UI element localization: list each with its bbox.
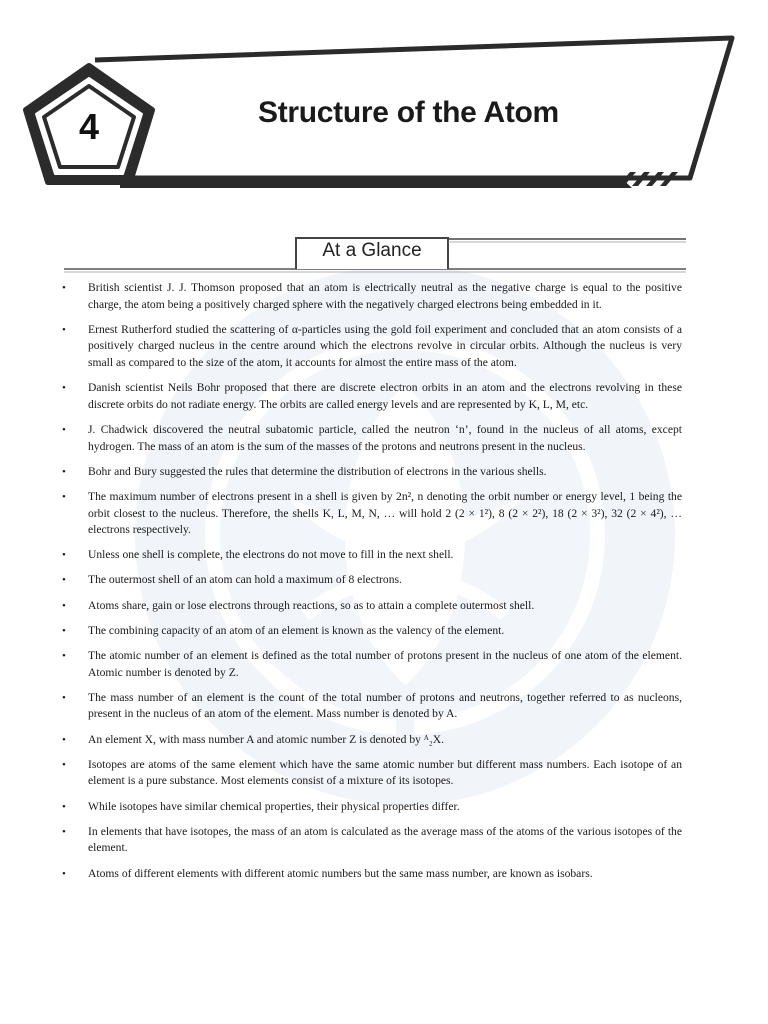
list-item-text: Isotopes are atoms of the same element which have the same atomic number but different mass numbers. Each isotope of an element is a pure substance. Most elements consist of a mixture of its isotopes. <box>88 757 682 788</box>
list-item <box>62 572 682 589</box>
list-item-text: While isotopes have similar chemical properties, their physical properties differ. <box>88 799 460 813</box>
list-item <box>62 380 682 413</box>
bullet-icon: • <box>62 549 66 562</box>
list-item-text: Atoms share, gain or lose electrons through reactions, so as to attain a complete outermost shell. <box>88 598 535 612</box>
bullet-icon: • <box>62 800 66 813</box>
list-item <box>62 422 682 455</box>
list-item <box>62 280 682 313</box>
bullet-icon: • <box>62 423 66 436</box>
list-item <box>62 648 682 681</box>
bullet-icon: • <box>62 465 66 478</box>
at-a-glance-list <box>62 280 682 891</box>
list-item-text: An element X, with mass number A and atomic number Z is denoted by ᴬ₂X. <box>88 732 445 746</box>
chapter-title: Structure of the Atom <box>258 96 559 129</box>
list-item-text: The outermost shell of an atom can hold a maximum of 8 electrons. <box>88 573 402 587</box>
list-item <box>62 690 682 723</box>
list-item-text: Bohr and Bury suggested the rules that determine the distribution of electrons in the various shells. <box>88 464 547 478</box>
bullet-icon: • <box>62 282 66 294</box>
bullet-icon: • <box>62 382 66 395</box>
bullet-icon: • <box>62 599 66 612</box>
bullet-icon: • <box>62 323 66 336</box>
bullet-icon: • <box>62 733 66 746</box>
list-item <box>62 489 682 539</box>
list-item <box>62 866 682 883</box>
bullet-icon: • <box>62 867 66 880</box>
list-item <box>62 322 682 372</box>
list-item-text: The combining capacity of an atom of an element is known as the valency of the element. <box>88 623 505 637</box>
list-item <box>62 757 682 790</box>
list-item-text: Unless one shell is complete, the electrons do not move to fill in the next shell. <box>88 548 454 562</box>
list-item <box>62 547 682 564</box>
list-item-text: The mass number of an element is the count of the total number of protons and neutrons, together referred to as nucleons, present in the nucleus of an atom of the element. Mass number is denoted by A. <box>88 690 682 721</box>
list-item-text: The atomic number of an element is defined as the total number of protons present in the nucleus of one atom of the element. Atomic number is denoted by Z. <box>88 649 682 679</box>
bullet-icon: • <box>62 650 66 663</box>
list-item-text: Danish scientist Neils Bohr proposed that there are discrete electron orbits in an atom and the electrons revolving in these discrete orbits do not radiate energy. The orbits are called energy levels and are represented by K, L, M, etc. <box>88 381 682 411</box>
bullet-icon: • <box>62 490 66 503</box>
list-item-text: British scientist J. J. Thomson proposed that an atom is electrically neutral as the negative charge is equal to the positive charge, the atom being a positively charged sphere with the negatively charged electrons being embedded in it. <box>88 281 682 311</box>
section-heading: At a Glance <box>322 240 422 261</box>
list-item <box>62 623 682 640</box>
bullet-icon: • <box>62 574 66 587</box>
list-item <box>62 799 682 816</box>
bullet-icon: • <box>62 825 66 838</box>
list-item-text: J. Chadwick discovered the neutral subatomic particle, called the neutron ‘n’, found in the nucleus of all atoms, except hydrogen. The mass of an atom is the sum of the masses of the protons and neutrons present in the nucleus. <box>88 422 682 453</box>
list-item-text: The maximum number of electrons present in a shell is given by 2n², n denoting the orbit number or energy level, 1 being the orbit closest to the nucleus. Therefore, the shells K, L, M, N, … will hold 2 (2 × 1²), 8 (2 × 2²), 18 (2 × 3²), 32 (2 × 4²), … electrons respectively. <box>88 489 682 537</box>
list-item-text: In elements that have isotopes, the mass of an atom is calculated as the average mass of the atoms of the various isotopes of the element. <box>88 824 682 855</box>
list-item <box>62 464 682 481</box>
list-item <box>62 732 682 749</box>
list-item <box>62 824 682 857</box>
bullet-icon: • <box>62 691 66 704</box>
list-item-text: Ernest Rutherford studied the scattering of α-particles using the gold foil experiment and concluded that an atom consists of a positively charged nucleus in the centre around which the electrons revolve in circular orbits. Although the nucleus is very small as compared to the size of the atom, it accounts for almost the entire mass of the atom. <box>88 322 682 369</box>
bullet-icon: • <box>62 758 66 771</box>
chapter-number: 4 <box>78 106 100 147</box>
list-item-text: Atoms of different elements with different atomic numbers but the same mass number, are known as isobars. <box>88 866 593 880</box>
bullet-icon: • <box>62 624 66 637</box>
list-item <box>62 598 682 615</box>
